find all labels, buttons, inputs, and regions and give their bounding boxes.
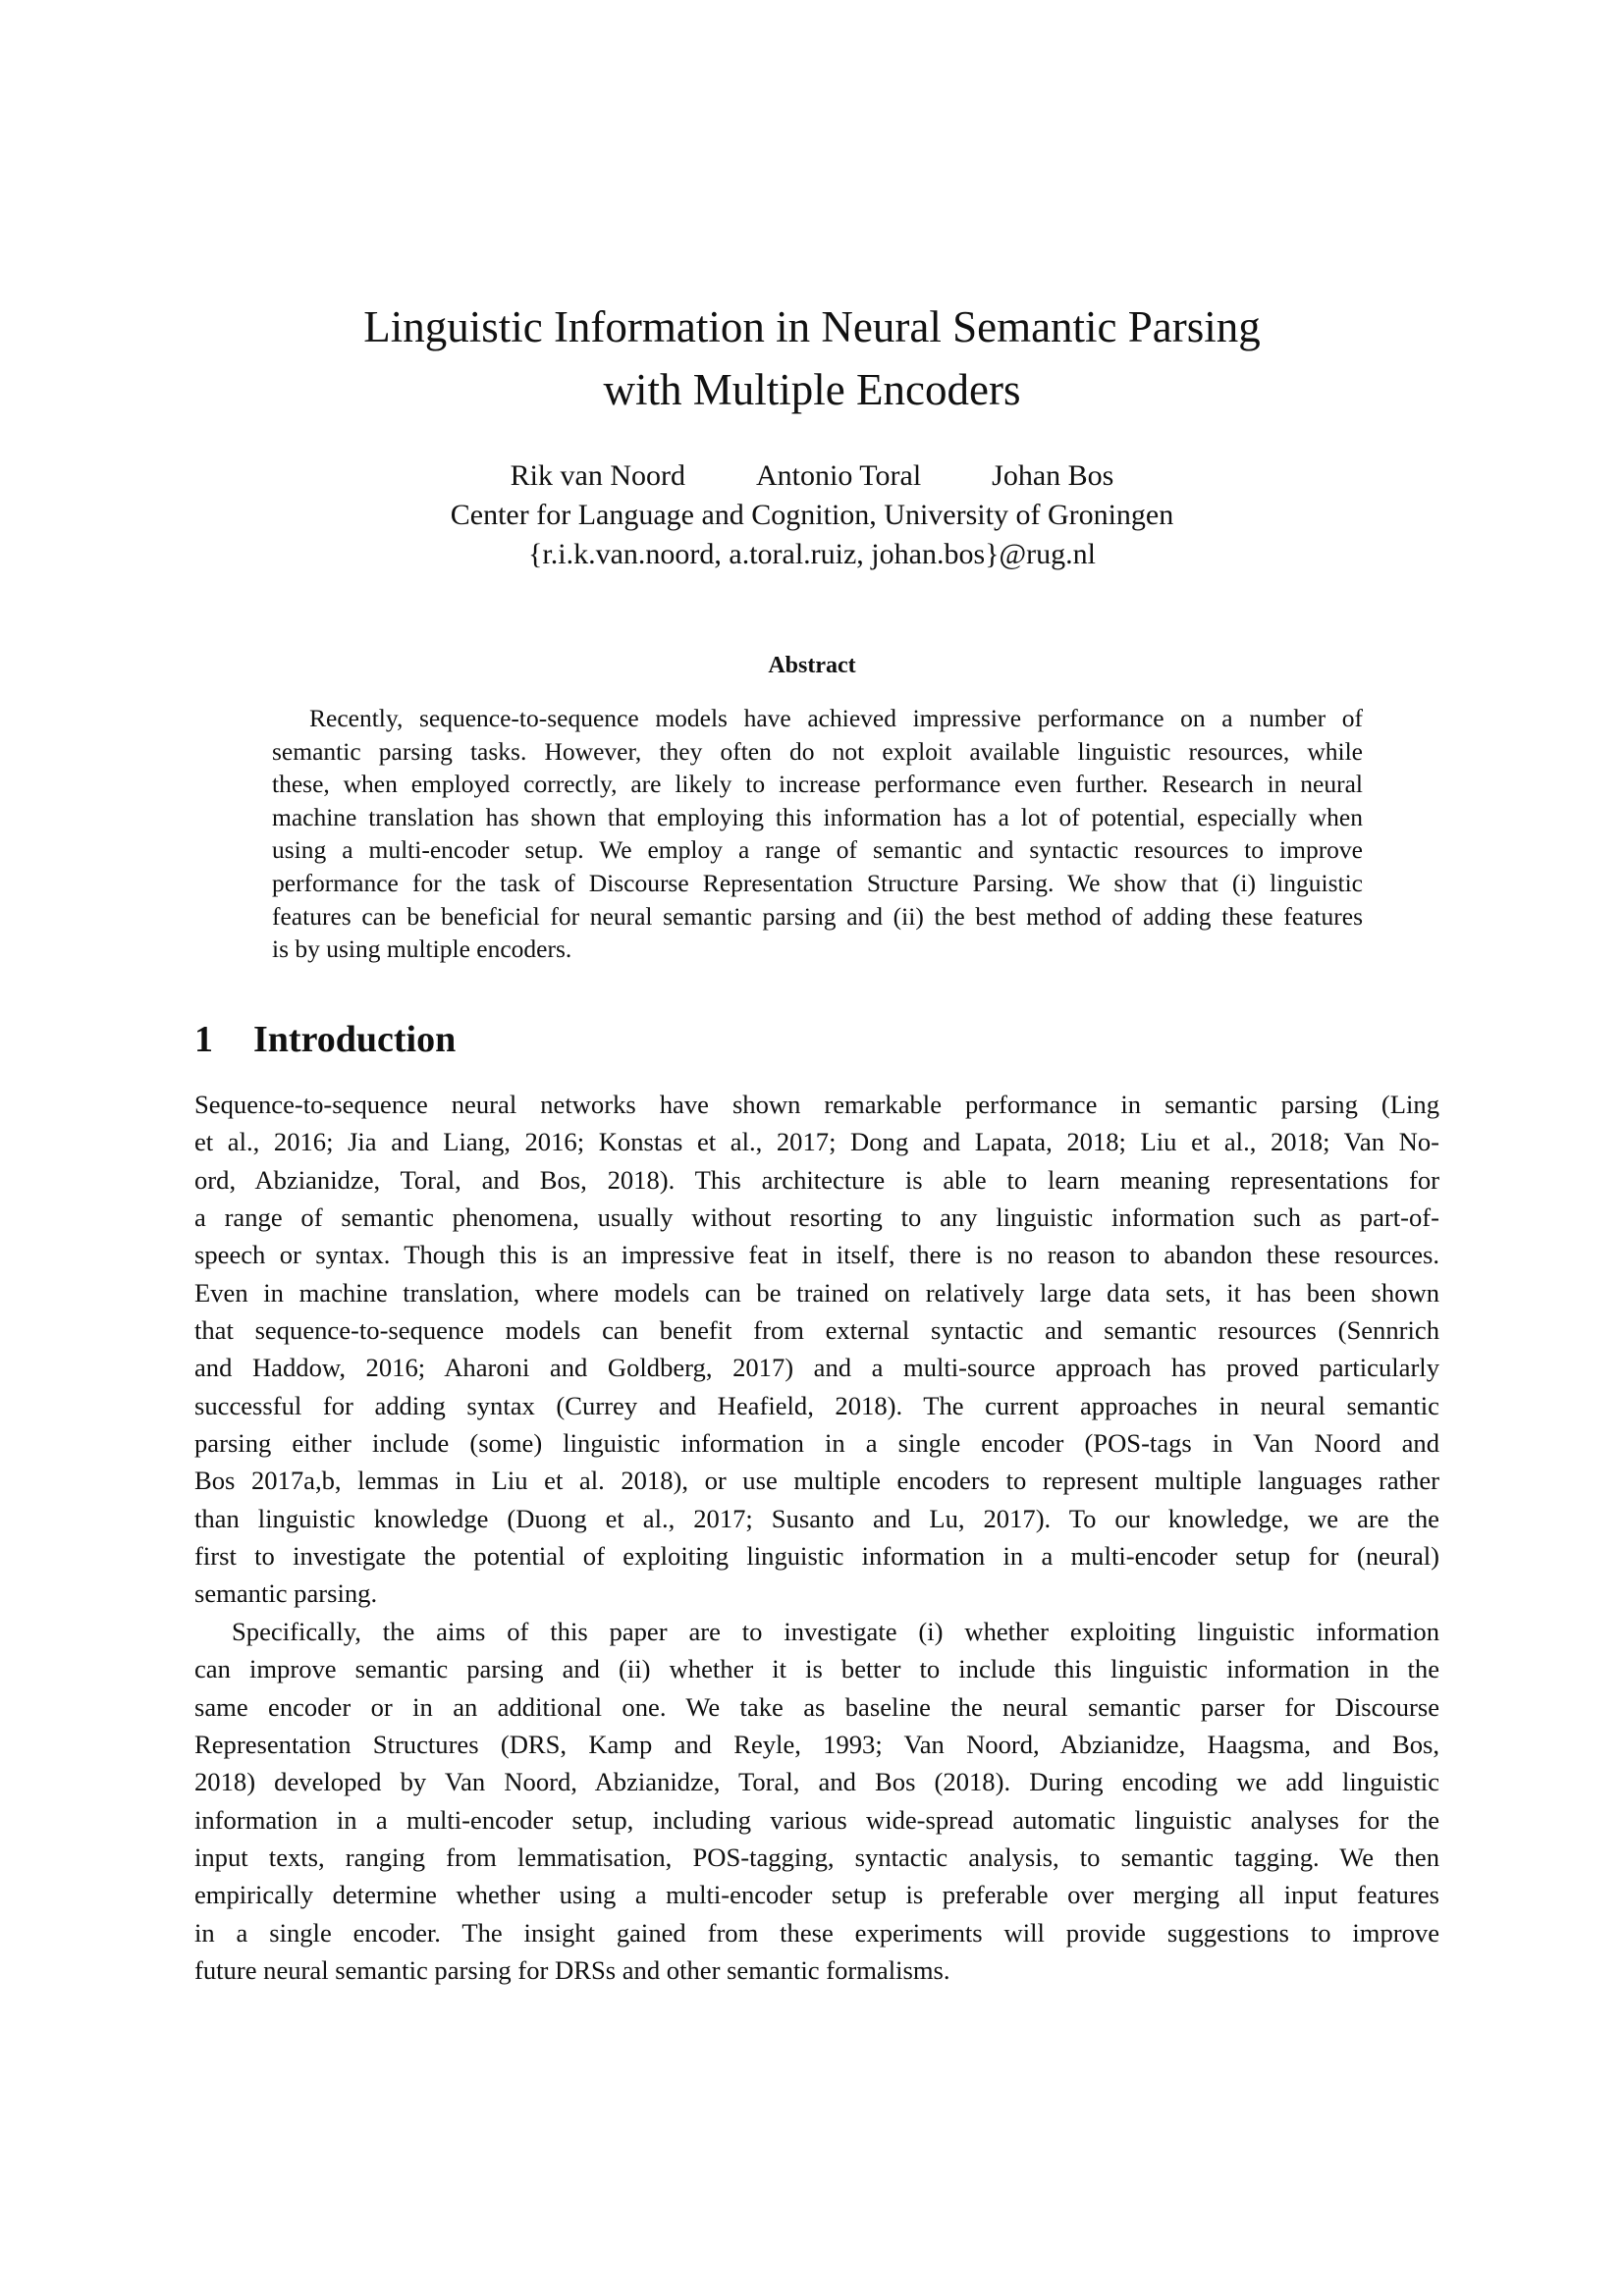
title-line: with Multiple Encoders (603, 365, 1021, 414)
text-line: using a multi-encoder setup. We employ a range of semantic and syntactic resources to improve (272, 835, 1363, 865)
text-line: input texts, ranging from lemmatisation, POS-tagging, syntactic analysis, to semantic tagging. We then (194, 1842, 1439, 1872)
text-line: than linguistic knowledge (Duong et al., 2017; Susanto and Lu, 2017). To our knowledge, we are the (194, 1503, 1439, 1533)
text-line: Sequence-to-sequence neural networks have shown remarkable performance in semantic parsing (Ling (194, 1090, 1439, 1119)
text-line: Even in machine translation, where models can be trained on relatively large data sets, it has been shown (194, 1277, 1439, 1308)
author-block (0, 456, 1624, 574)
text-line: Bos 2017a,b, lemmas in Liu et al. 2018), or use multiple encoders to represent multiple languages rather (194, 1466, 1439, 1496)
section-title: Introduction (253, 1019, 457, 1060)
text-line: semantic parsing tasks. However, they often do not exploit available linguistic resources, while (272, 736, 1363, 766)
text-line: can improve semantic parsing and (ii) whether it is better to include this linguistic information in the (194, 1654, 1439, 1684)
emails: {r.i.k.van.noord, a.toral.ruiz, johan.bos}@rug.nl (528, 538, 1096, 570)
text-line: and Haddow, 2016; Aharoni and Goldberg, 2017) and a multi-source approach has proved particularly (194, 1353, 1439, 1383)
text-line: future neural semantic parsing for DRSs and other semantic formalisms. (194, 1954, 950, 1985)
text-line: 2018) developed by Van Noord, Abzianidze, Toral, and Bos (2018). During encoding we add linguistic (194, 1767, 1439, 1797)
text-line: in a single encoder. The insight gained from these experiments will provide suggestions to improve (194, 1917, 1439, 1948)
abstract-body (272, 702, 1363, 966)
text-line: Specifically, the aims of this paper are to investigate (i) whether exploiting linguistic information (232, 1616, 1439, 1646)
author-name: Rik van Noord (510, 459, 685, 492)
text-line: same encoder or in an additional one. We take as baseline the neural semantic parser for Discourse (194, 1691, 1439, 1722)
text-line: parsing either include (some) linguistic information in a single encoder (POS-tags in Van Noord and (194, 1428, 1439, 1459)
author-names (0, 456, 1624, 496)
text-line: Representation Structures (DRS, Kamp and Reyle, 1993; Van Noord, Abzianidze, Haagsma, and Bos, (194, 1729, 1439, 1759)
affiliation: Center for Language and Cognition, University of Groningen (450, 499, 1174, 531)
author-name: Johan Bos (992, 459, 1114, 492)
text-line: that sequence-to-sequence models can benefit from external syntactic and semantic resources (Sennrich (194, 1315, 1439, 1346)
text-line: Recently, sequence-to-sequence models have achieved impressive performance on a number of (309, 704, 1363, 732)
text-line: a range of semantic phenomena, usually without resorting to any linguistic information such as part-of- (194, 1202, 1439, 1233)
text-line: successful for adding syntax (Currey and Heafield, 2018). The current approaches in neural semantic (194, 1390, 1439, 1420)
paper-title (0, 295, 1624, 421)
text-line: et al., 2016; Jia and Liang, 2016; Konstas et al., 2017; Dong and Lapata, 2018; Liu et al., 2018; Van No- (194, 1127, 1439, 1157)
author-name: Antonio Toral (755, 459, 922, 492)
title-line: Linguistic Information in Neural Semantic Parsing (363, 302, 1261, 351)
text-line: ord, Abzianidze, Toral, and Bos, 2018). This architecture is able to learn meaning representations for (194, 1164, 1439, 1195)
introduction-body (194, 1086, 1439, 1989)
text-line: information in a multi-encoder setup, including various wide-spread automatic linguistic analyses for the (194, 1804, 1439, 1835)
text-line: machine translation has shown that employing this information has a lot of potential, especially when (272, 802, 1363, 831)
text-line: these, when employed correctly, are likely to increase performance even further. Research in neural (272, 770, 1363, 799)
text-line: is by using multiple encoders. (272, 934, 572, 964)
section-heading (194, 1017, 456, 1062)
section-number: 1 (194, 1019, 213, 1060)
text-line: speech or syntax. Though this is an impressive feat in itself, there is no reason to abandon these resources. (194, 1240, 1439, 1270)
text-line: first to investigate the potential of exploiting linguistic information in a multi-encoder setup for (neural) (194, 1541, 1439, 1572)
text-line: empirically determine whether using a multi-encoder setup is preferable over merging all input features (194, 1880, 1439, 1910)
text-line: semantic parsing. (194, 1578, 378, 1609)
text-line: performance for the task of Discourse Representation Structure Parsing. We show that (i) linguistic (272, 868, 1363, 897)
abstract-heading: Abstract (768, 653, 856, 678)
text-line: features can be beneficial for neural semantic parsing and (ii) the best method of adding these features (272, 901, 1363, 931)
